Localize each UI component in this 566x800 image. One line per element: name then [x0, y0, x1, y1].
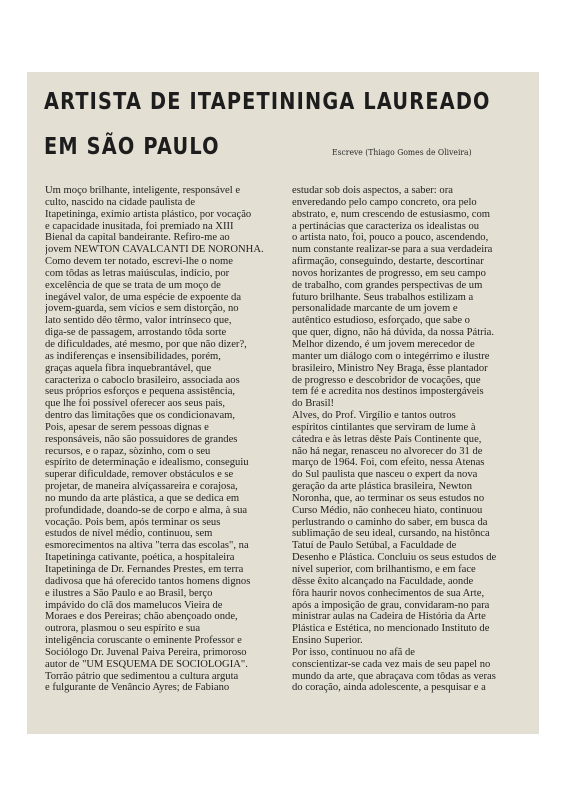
text-line: responsáveis, não são possuidores de grandes [45, 433, 238, 445]
text-line: sublimação de seu ideal, cursando, na histônca [292, 528, 490, 540]
text-line: geração da arte plástica brasileira, Newton [292, 481, 473, 493]
text-line: outrora, plasmou o seu espírito e sua [45, 623, 201, 635]
text-line: enveredando pelo campo concreto, ora pelo [292, 196, 477, 208]
text-line: perlustrando o caminho do saber, em busca da [292, 516, 488, 528]
text-line: Alves, do Prof. Virgílio e tantos outros [292, 410, 456, 422]
text-line: fôra haurir novos conhecimentos de sua Arte, [292, 587, 485, 599]
text-line: autor de "UM ESQUEMA DE SOCIOLOGIA". [45, 658, 248, 670]
text-line: cátedra e às letras dêste País Continente que, [292, 433, 482, 445]
text-line: impávido do clã dos mamelucos Vieira de [45, 599, 223, 611]
text-line: novos horizantes de progresso, em seu campo [292, 267, 486, 279]
text-line: diga-se de passagem, arrostando tôda sorte [45, 327, 227, 339]
text-line: num constante realizar-se para a sua verdadeira [292, 244, 493, 256]
text-line: Como devem ter notado, escrevi-lhe o nome [45, 256, 233, 268]
text-line: o artista nato, foi, pouco a pouco, ascendendo, [292, 232, 489, 244]
text-line: excelência de que se trata de um moço de [45, 279, 221, 291]
text-line: que quer, digno, não há dúvida, da nossa Pátria. [292, 327, 494, 339]
text-line: Plástica e Estética, no mencionado Instituto de [292, 623, 490, 635]
text-line: do coração, ainda adolescente, a pesquisar e a [292, 682, 486, 694]
text-line: personalidade marcante de um jovem e [292, 303, 458, 315]
right-column [292, 185, 524, 730]
text-line: dentro das limitações que os condicionavam, [45, 410, 236, 422]
text-line: não há negar, renasceu no alvorecer do 31 de [292, 445, 483, 457]
text-line: de dificuldades, até mesmo, por que não dizer?, [45, 338, 247, 350]
text-line: Torrão pátrio que sedimentou a cultura arguta [45, 670, 239, 682]
text-line: autêntico estudioso, esforçado, que sabe o [292, 315, 470, 327]
text-line: e ilustres a São Paulo e ao Brasil, berço [45, 587, 213, 599]
text-line: culto, nascido na cidade paulista de [45, 196, 196, 208]
text-line: Curso Médio, não conheceu hiato, continuou [292, 504, 483, 516]
left-column [45, 185, 285, 730]
text-line: Tatuí de Paulo Setúbal, a Faculdade de [292, 540, 457, 552]
text-line: Ensino Superior. [292, 635, 363, 647]
text-line: espírito de determinação e idealismo, conseguiu [45, 457, 249, 469]
text-line: a pertinácias que caracteriza os idealistas ou [292, 220, 480, 232]
text-line: Sociólogo Dr. Juvenal Paiva Pereira, primoroso [45, 646, 247, 658]
text-line: seus próprios esforços e pequena assistência, [45, 386, 236, 398]
text-line: nível superior, com brilhantismo, e em face [292, 564, 476, 575]
text-line: esmorecimentos na altiva "terra das escolas", na [45, 540, 249, 552]
text-line: conscientizar-se cada vez mais de seu papel no [292, 658, 491, 670]
text-line: tem fé e acredita nos destinos impostergáveis [292, 386, 484, 398]
text-line: Moraes e dos Pereiras; chão abençoado onde, [45, 611, 238, 623]
text-line: Melhor dizendo, é um jovem merecedor de [292, 338, 475, 350]
text-line: recursos, e o rapaz, sòzinho, com o seu [45, 445, 211, 457]
text-line: jovem-guarda, sem vícios e sem distorção, no [45, 303, 239, 315]
text-line: jovem NEWTON CAVALCANTI DE NORONHA. [45, 244, 264, 256]
text-line: Noronha, que, ao terminar os seus estudos no [292, 492, 485, 504]
text-line: superar dificuldade, remover obstáculos e se [45, 469, 234, 481]
text-line: Itapetininga, exímio artista plástico, por vocação [45, 208, 252, 220]
text-line: e fulgurante de Venâncio Ayres; de Fabiano [45, 682, 230, 694]
text-line: estudar sob dois aspectos, a saber: ora [292, 185, 453, 196]
text-line: mundo da arte, que abraçava com tôdas as veras [292, 670, 496, 682]
text-line: profundidade, doando-se de corpo e alma, à sua [45, 504, 248, 516]
headline-line-1: ARTISTA DE ITAPETININGA LAUREADO [44, 89, 491, 115]
text-line: Pois, apesar de serem pessoas dignas e [45, 421, 209, 433]
text-line: Por isso, continuou no afã de [292, 646, 415, 658]
text-line: dadivosa que há oferecido tantos homens dignos [45, 575, 251, 587]
headline-line-2: EM SÃO PAULO [44, 134, 220, 160]
byline: Escreve (Thiago Gomes de Oliveira) [332, 148, 472, 158]
text-line: brasileiro, Ministro Ney Braga, êsse plantador [292, 362, 488, 374]
text-line: Itapetininga de Dr. Fernandes Prestes, em terra [45, 564, 244, 575]
text-line: ministrar aulas na Cadeira de História da Arte [292, 611, 486, 623]
text-line: vocação. Pois bem, após terminar os seus [45, 516, 221, 528]
text-line: de progresso e descobridor de vocações, que [292, 374, 481, 386]
text-line: inteligência coruscante o eminente Professor e [45, 635, 242, 647]
text-line: Itapetininga cativante, poética, a hospitaleira [45, 552, 235, 564]
text-line: Desenho e Plástica. Concluiu os seus estudos de [292, 552, 497, 564]
text-line: inegável valor, de uma espécie de expoente da [45, 291, 242, 303]
text-line: projetar, de maneira alvíçassareira e corajosa, [45, 481, 238, 493]
text-line: Bienal da capital bandeirante. Refiro-me ao [45, 232, 230, 244]
text-line: as indiferenças e insensibilidades, porém, [45, 350, 221, 362]
text-line: após a imposição de grau, convidaram-no para [292, 599, 490, 611]
text-line: com tôdas as letras maiúsculas, indício, por [45, 267, 230, 279]
text-line: do Sul paulista que nasceu o expert da nova [292, 469, 478, 481]
text-line: Um moço brilhante, inteligente, responsável e [45, 185, 241, 196]
text-line: futuro brilhante. Seus trabalhos estilizam a [292, 291, 474, 303]
text-line: que lhe foi possível oferecer aos seus pais, [45, 398, 226, 410]
text-line: manter um diálogo com o integérrimo e ilustre [292, 350, 490, 362]
text-line: espíritos cintilantes que serviram de lume à [292, 421, 476, 433]
text-line: afirmação, conseguindo, destarte, descortinar [292, 256, 484, 268]
text-line: graças aquela fibra inquebrantável, que [45, 362, 212, 374]
text-line: e capacidade inusitada, foi premiado na XIII [45, 220, 234, 232]
text-line: abstrato, e, num crescendo de estusiasmo, com [292, 208, 490, 220]
text-line: lato sentido dêo têrmo, valor intrínseco que, [45, 315, 232, 327]
text-line: do Brasil! [292, 398, 335, 410]
text-line: caracteriza o caboclo brasileiro, associada aos [45, 374, 240, 386]
newspaper-clipping [27, 72, 539, 734]
text-line: de trabalho, com grandes perspectivas de um [292, 279, 483, 291]
text-line: no mundo da arte plástica, a que se dedica em [45, 492, 240, 504]
text-line: março de 1964. Foi, com efeito, nessa Atenas [292, 457, 485, 469]
text-line: dêsse êxito alcançado na Faculdade, aonde [292, 575, 474, 587]
text-line: estudos de nível médio, continuou, sem [45, 528, 213, 540]
